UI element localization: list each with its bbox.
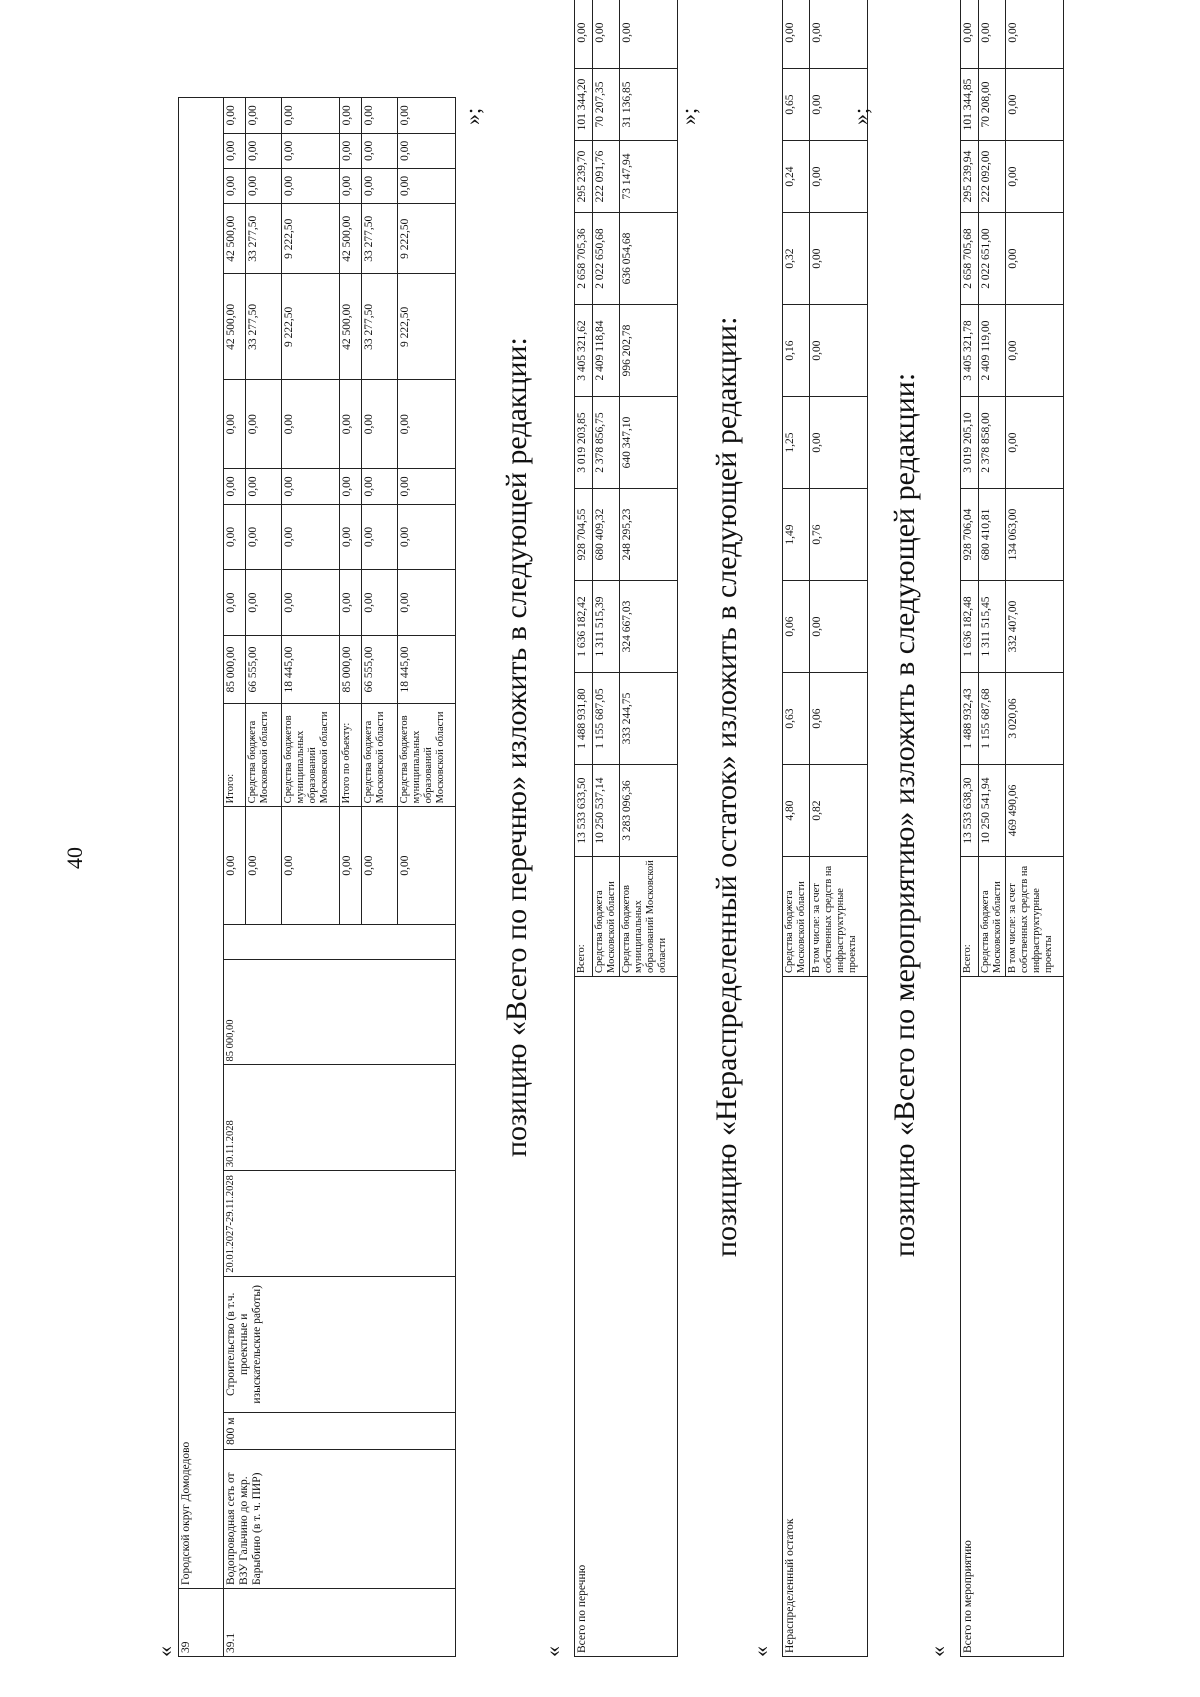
value-cell: 0,00 [340,570,362,636]
value-cell: 3 405 321,78 [961,305,979,397]
value-cell: 1 488 931,80 [575,673,593,765]
open-quote-4: « [925,1646,950,1657]
value-cell: 0,82 [810,765,868,857]
value-cell: 0,00 [246,98,282,134]
value-cell: 1 636 182,42 [575,581,593,673]
object-name: Водопроводная сеть от ВЗУ Гальчино до мкр. Барыбино (в т. ч. ПИР) [224,1450,456,1589]
value-cell: 13 533 633,50 [575,765,593,857]
value-cell: 0,06 [810,673,868,765]
funding-source: Средства бюджетов муниципальных образований Московской области [398,704,456,807]
value-cell: 3 283 096,36 [620,765,678,857]
funding-source: В том числе: за счет собственных средств на инфраструктурные проекты [1006,857,1064,977]
value-cell: 0,76 [810,489,868,581]
unallocated-table [782,0,868,1657]
value-cell: 295 239,70 [575,141,593,213]
value-cell: 0,00 [246,380,282,469]
value-cell: 0,00 [810,581,868,673]
close-quote-2: »; [676,107,701,125]
object-table [178,97,456,1657]
open-quote-3: « [748,1646,773,1657]
paragraph-total-list: позицию «Всего по перечню» изложить в следующей редакции: [500,337,533,1157]
value-cell: 2 378 858,00 [979,397,1006,489]
value-cell: 248 295,23 [620,489,678,581]
value-cell: 0,00 [1006,0,1064,69]
value-cell: 10 250 541,94 [979,765,1006,857]
value-cell: 134 063,00 [1006,489,1064,581]
value-cell: 0,00 [1006,213,1064,305]
value-cell: 222 091,76 [593,141,620,213]
value-cell: 33 277,50 [362,274,398,380]
value-cell: 0,00 [398,133,456,168]
value-cell: 928 704,55 [575,489,593,581]
value-cell: 0,00 [810,397,868,489]
value-cell: 0,65 [783,69,810,141]
open-quote-2: « [540,1646,565,1657]
value-cell: 0,00 [246,570,282,636]
value-cell: 0,00 [575,0,593,69]
value-cell: 10 250 537,14 [593,765,620,857]
value-cell: 101 344,85 [961,69,979,141]
table-row [575,0,593,1657]
value-cell: 0,00 [362,504,398,570]
value-cell: 0,00 [783,0,810,69]
blank-cell [224,924,456,959]
value-cell: 0,00 [398,98,456,134]
value-cell: 0,00 [224,133,246,168]
table-row [783,0,810,1657]
prev-value: 0,00 [282,807,340,924]
value-cell: 0,00 [620,0,678,69]
value-cell: 0,00 [1006,397,1064,489]
value-cell: 2 409 119,00 [979,305,1006,397]
funding-source: В том числе: за счет собственных средств на инфраструктурные проекты [810,857,868,977]
value-cell: 9 222,50 [282,274,340,380]
value-cell: 13 533 638,30 [961,765,979,857]
value-cell: 0,32 [783,213,810,305]
value-cell: 1 311 515,39 [593,581,620,673]
funding-source: Средства бюджетов муниципальных образований Московской области [620,857,678,977]
value-cell: 0,00 [340,504,362,570]
value-cell: 85 000,00 [224,635,246,703]
value-cell: 0,00 [1006,305,1064,397]
value-cell: 0,00 [282,504,340,570]
funding-source: Итого: [224,704,246,807]
value-cell: 0,00 [246,504,282,570]
funding-source: Средства бюджета Московской области [246,704,282,807]
value-cell: 18 445,00 [398,635,456,703]
value-cell: 0,00 [340,380,362,469]
value-cell: 0,00 [398,570,456,636]
value-cell: 66 555,00 [362,635,398,703]
value-cell: 1 636 182,48 [961,581,979,673]
value-cell: 0,00 [362,380,398,469]
value-cell: 33 277,50 [362,204,398,274]
value-cell: 3 019 205,10 [961,397,979,489]
object-dates: 20.01.2027-29.11.2028 [224,1171,456,1277]
value-cell: 3 405 321,62 [575,305,593,397]
value-cell: 0,00 [398,168,456,203]
value-cell: 0,00 [398,380,456,469]
value-cell: 0,63 [783,673,810,765]
municipality-num: 39 [179,1588,224,1656]
value-cell: 1 311 515,45 [979,581,1006,673]
object-cost: 85 000,00 [224,959,456,1065]
value-cell: 33 277,50 [246,274,282,380]
value-cell: 0,06 [783,581,810,673]
page-number: 40 [62,847,87,869]
value-cell: 680 410,81 [979,489,1006,581]
value-cell: 0,00 [224,168,246,203]
prev-value: 0,00 [224,807,246,924]
value-cell: 640 347,10 [620,397,678,489]
value-cell: 2 022 650,68 [593,213,620,305]
value-cell: 1 488 932,43 [961,673,979,765]
position-label: Нераспределенный остаток [783,977,868,1657]
prev-value: 0,00 [340,807,362,924]
value-cell: 1,25 [783,397,810,489]
value-cell: 295 239,94 [961,141,979,213]
value-cell: 0,00 [1006,69,1064,141]
value-cell: 333 244,75 [620,673,678,765]
value-cell: 0,00 [282,98,340,134]
funding-source: Средства бюджета Московской области [979,857,1006,977]
value-cell: 0,00 [246,168,282,203]
value-cell: 324 667,03 [620,581,678,673]
value-cell: 636 054,68 [620,213,678,305]
value-cell: 0,00 [810,305,868,397]
value-cell: 31 136,85 [620,69,678,141]
value-cell: 0,00 [282,168,340,203]
value-cell: 0,00 [979,0,1006,69]
funding-source: Итого по объекту: [340,704,362,807]
paragraph-total-measure: позицию «Всего по мероприятию» изложить в следующей редакции: [888,372,921,1257]
table-row [224,98,246,1657]
value-cell: 70 207,35 [593,69,620,141]
value-cell: 928 706,04 [961,489,979,581]
value-cell: 469 490,06 [1006,765,1064,857]
value-cell: 42 500,00 [224,274,246,380]
object-capacity: 800 м [224,1412,456,1450]
close-quote-1: »; [460,107,485,125]
value-cell: 0,00 [362,133,398,168]
open-quote: « [152,1646,177,1657]
value-cell: 33 277,50 [246,204,282,274]
prev-value: 0,00 [398,807,456,924]
value-cell: 70 208,00 [979,69,1006,141]
value-cell: 2 409 118,84 [593,305,620,397]
value-cell: 2 022 651,00 [979,213,1006,305]
value-cell: 0,00 [810,141,868,213]
value-cell: 1,49 [783,489,810,581]
value-cell: 9 222,50 [282,204,340,274]
value-cell: 0,00 [1006,141,1064,213]
value-cell: 0,00 [593,0,620,69]
value-cell: 2 658 705,36 [575,213,593,305]
value-cell: 0,00 [224,570,246,636]
value-cell: 42 500,00 [340,204,362,274]
value-cell: 4,80 [783,765,810,857]
value-cell: 3 020,06 [1006,673,1064,765]
value-cell: 9 222,50 [398,274,456,380]
value-cell: 0,00 [398,469,456,504]
value-cell: 0,00 [224,504,246,570]
value-cell: 0,00 [224,98,246,134]
value-cell: 0,16 [783,305,810,397]
prev-value: 0,00 [362,807,398,924]
value-cell: 0,00 [340,98,362,134]
funding-source: Средства бюджета Московской области [593,857,620,977]
funding-source: Всего: [575,857,593,977]
value-cell: 2 658 705,68 [961,213,979,305]
table-row [961,0,979,1657]
value-cell: 1 155 687,68 [979,673,1006,765]
total-measure-table [960,0,1064,1657]
value-cell: 0,00 [810,213,868,305]
value-cell: 0,00 [282,570,340,636]
value-cell: 0,00 [340,469,362,504]
funding-source: Средства бюджета Московской области [362,704,398,807]
municipality-name: Городской округ Домодедово [179,98,224,1589]
value-cell: 0,00 [810,69,868,141]
funding-source: Средства бюджетов муниципальных образований Московской области [282,704,340,807]
object-type: Строительство (в т.ч. проектные и изыскательские работы) [224,1276,456,1412]
value-cell: 0,00 [282,469,340,504]
value-cell: 2 378 856,75 [593,397,620,489]
value-cell: 0,00 [340,168,362,203]
total-list-table [574,0,678,1657]
object-deadline: 30.11.2028 [224,1065,456,1171]
paragraph-unallocated: позицию «Нераспределенный остаток» изложить в следующей редакции: [710,316,743,1257]
value-cell: 222 092,00 [979,141,1006,213]
value-cell: 42 500,00 [224,204,246,274]
value-cell: 0,00 [282,380,340,469]
funding-source: Средства бюджета Московской области [783,857,810,977]
value-cell: 73 147,94 [620,141,678,213]
value-cell: 42 500,00 [340,274,362,380]
value-cell: 0,00 [246,469,282,504]
funding-source: Всего: [961,857,979,977]
prev-value: 0,00 [246,807,282,924]
value-cell: 3 019 203,85 [575,397,593,489]
value-cell: 680 409,32 [593,489,620,581]
value-cell: 0,00 [362,570,398,636]
value-cell: 101 344,20 [575,69,593,141]
value-cell: 85 000,00 [340,635,362,703]
value-cell: 0,00 [362,469,398,504]
value-cell: 0,00 [961,0,979,69]
value-cell: 0,00 [398,504,456,570]
value-cell: 996 202,78 [620,305,678,397]
value-cell: 0,00 [246,133,282,168]
value-cell: 0,00 [340,133,362,168]
value-cell: 0,00 [282,133,340,168]
value-cell: 0,00 [224,380,246,469]
value-cell: 0,00 [224,469,246,504]
value-cell: 9 222,50 [398,204,456,274]
value-cell: 0,00 [810,0,868,69]
value-cell: 0,00 [362,98,398,134]
value-cell: 66 555,00 [246,635,282,703]
value-cell: 0,00 [362,168,398,203]
close-quote-3: »; [848,107,873,125]
object-num: 39.1 [224,1588,456,1656]
value-cell: 1 155 687,05 [593,673,620,765]
value-cell: 332 407,00 [1006,581,1064,673]
position-label: Всего по перечню [575,977,678,1657]
value-cell: 18 445,00 [282,635,340,703]
value-cell: 0,24 [783,141,810,213]
position-label: Всего по мероприятию [961,977,1064,1657]
